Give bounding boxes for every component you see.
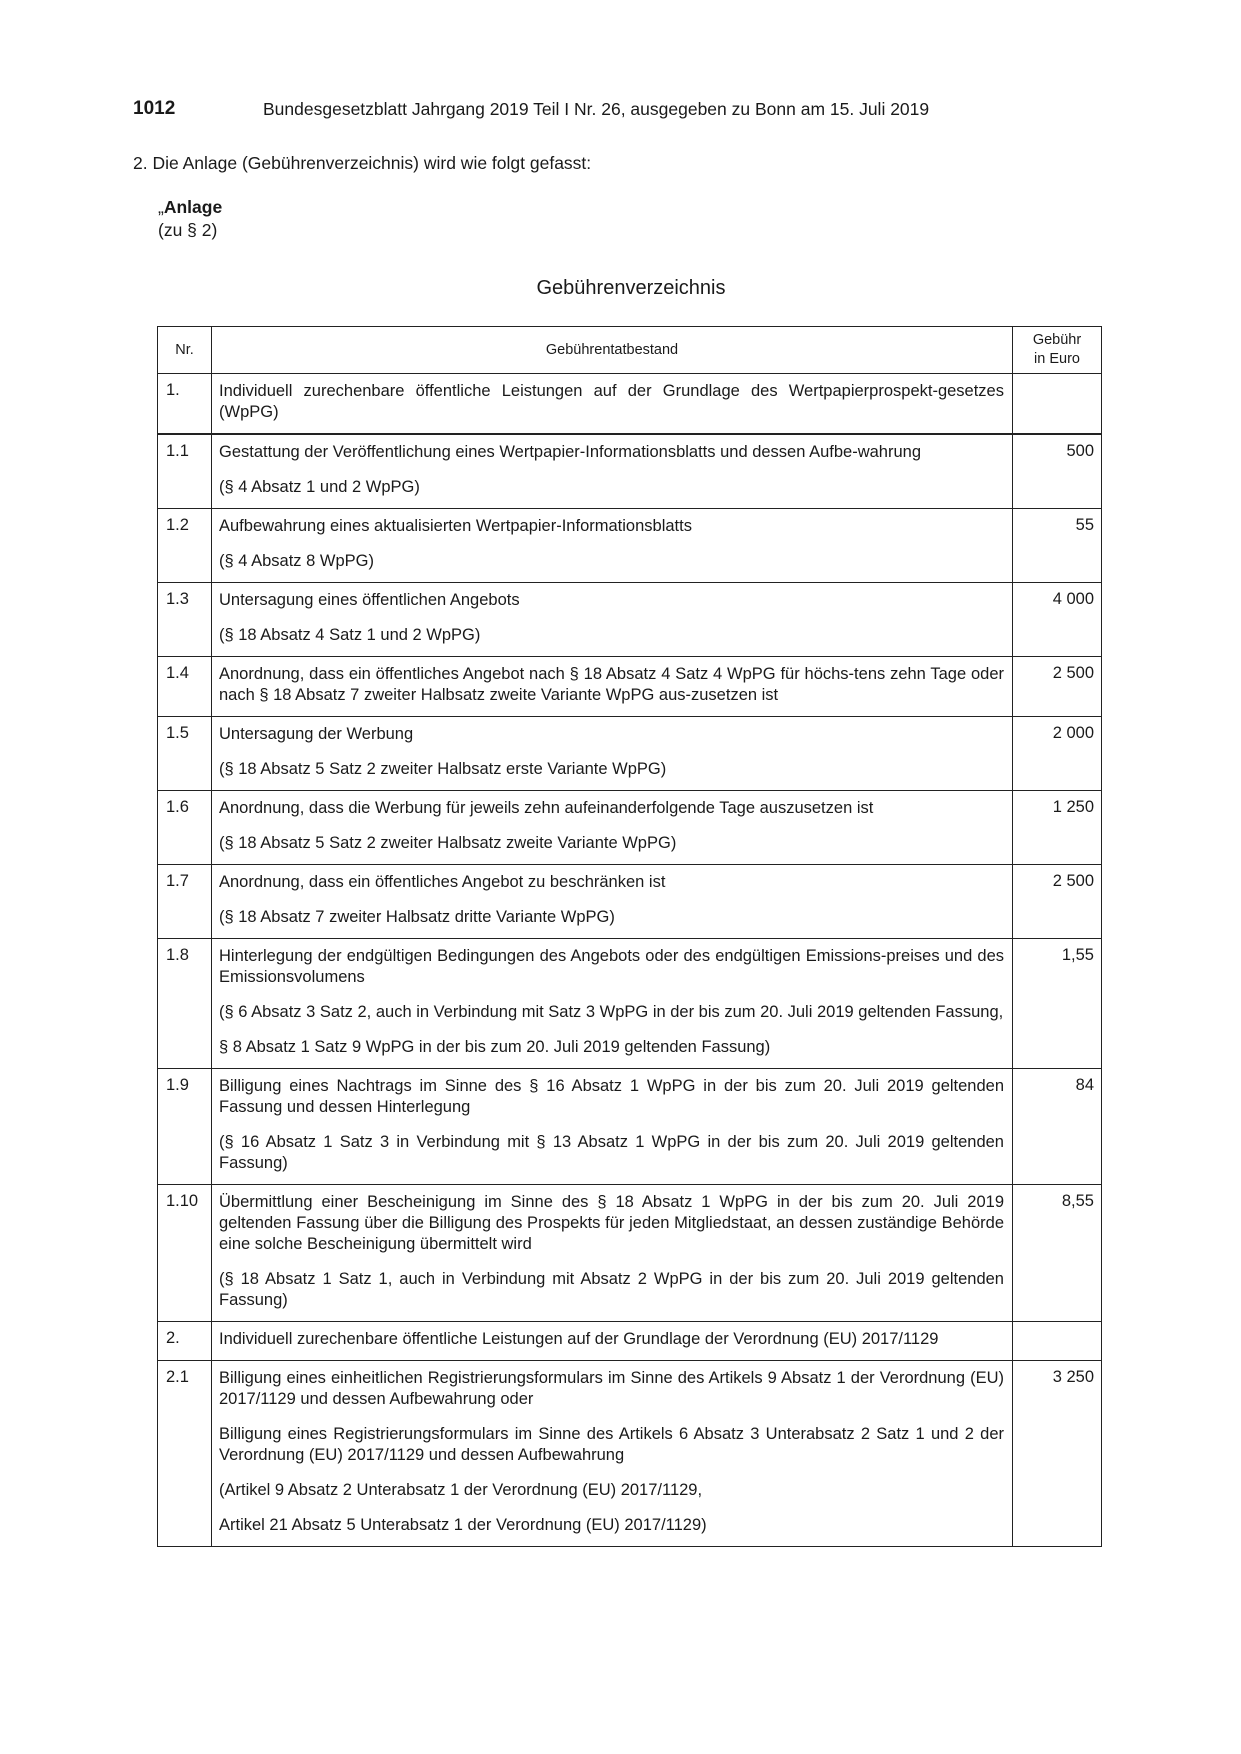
row-description <box>212 583 1013 657</box>
row-number: 1.9 <box>158 1069 212 1185</box>
row-fee-amount <box>1013 374 1102 435</box>
description-paragraph: (§ 18 Absatz 1 Satz 1, auch in Verbindung mit Absatz 2 WpPG in der bis zum 20. Juli 2019 geltenden Fassung) <box>219 1270 1004 1309</box>
row-number: 1.2 <box>158 509 212 583</box>
amount-header-line2: in Euro <box>1034 351 1080 367</box>
row-fee-amount: 500 <box>1013 434 1102 509</box>
table-row <box>158 374 1102 435</box>
description-paragraph: Gestattung der Veröffentlichung eines Wertpapier-Informationsblatts und dessen Aufbe-wahrung <box>219 443 921 461</box>
description-paragraph: Anordnung, dass die Werbung für jeweils zehn aufeinanderfolgende Tage auszusetzen ist <box>219 799 874 817</box>
anlage-label: Anlage <box>163 197 223 217</box>
row-description <box>212 509 1013 583</box>
row-number: 1.8 <box>158 939 212 1069</box>
row-fee-amount: 2 000 <box>1013 717 1102 791</box>
anlage-heading <box>158 196 222 242</box>
description-paragraph: Untersagung eines öffentlichen Angebots <box>219 591 520 609</box>
fee-table-body <box>158 374 1102 1547</box>
row-fee-amount: 84 <box>1013 1069 1102 1185</box>
intro-text: 2. Die Anlage (Gebührenverzeichnis) wird wie folgt gefasst: <box>133 153 592 173</box>
description-paragraph: (§ 18 Absatz 5 Satz 2 zweiter Halbsatz erste Variante WpPG) <box>219 760 667 778</box>
table-row <box>158 865 1102 939</box>
description-paragraph: (§ 6 Absatz 3 Satz 2, auch in Verbindung mit Satz 3 WpPG in der bis zum 20. Juli 2019 geltenden Fassung, <box>219 1003 1004 1021</box>
row-fee-amount: 55 <box>1013 509 1102 583</box>
column-header-description: Gebührentatbestand <box>212 327 1013 374</box>
description-paragraph: Billigung eines einheitlichen Registrierungsformulars im Sinne des Artikels 9 Absatz 1 der Verordnung (EU) 2017/1129 und dessen Aufbewahrung oder <box>219 1369 1004 1408</box>
description-paragraph: Individuell zurechenbare öffentliche Leistungen auf der Grundlage des Wertpapierprospekt-gesetzes (WpPG) <box>219 382 1004 421</box>
table-row <box>158 583 1102 657</box>
description-paragraph: Übermittlung einer Bescheinigung im Sinne des § 18 Absatz 1 WpPG in der bis zum 20. Juli 2019 geltenden Fassung über die Billigung des Prospekts für jeden Mitgliedstaat, an dessen zuständige Behörde eine solche Bescheinigung übermittelt wird <box>219 1193 1004 1253</box>
description-paragraph: Hinterlegung der endgültigen Bedingungen des Angebots oder des endgültigen Emissions-preises und des Emissionsvolumens <box>219 947 1004 986</box>
table-row <box>158 509 1102 583</box>
row-description <box>212 374 1013 435</box>
column-header-nr: Nr. <box>158 327 212 374</box>
row-description <box>212 717 1013 791</box>
description-paragraph: (§ 4 Absatz 1 und 2 WpPG) <box>219 478 420 496</box>
row-description <box>212 939 1013 1069</box>
row-number: 1.1 <box>158 434 212 509</box>
description-paragraph: Anordnung, dass ein öffentliches Angebot zu beschränken ist <box>219 873 666 891</box>
table-row <box>158 657 1102 717</box>
row-number: 1.3 <box>158 583 212 657</box>
row-number: 1.6 <box>158 791 212 865</box>
table-row <box>158 1361 1102 1547</box>
document-title: Gebührenverzeichnis <box>536 277 726 299</box>
description-paragraph: § 8 Absatz 1 Satz 9 WpPG in der bis zum 20. Juli 2019 geltenden Fassung) <box>219 1038 771 1056</box>
table-row <box>158 791 1102 865</box>
row-number: 2.1 <box>158 1361 212 1547</box>
description-paragraph: (Artikel 9 Absatz 2 Unterabsatz 1 der Verordnung (EU) 2017/1129, <box>219 1481 703 1499</box>
table-row <box>158 939 1102 1069</box>
row-number: 1.7 <box>158 865 212 939</box>
row-number: 1.5 <box>158 717 212 791</box>
row-description <box>212 865 1013 939</box>
row-description <box>212 791 1013 865</box>
description-paragraph: (§ 18 Absatz 5 Satz 2 zweiter Halbsatz zweite Variante WpPG) <box>219 834 677 852</box>
row-fee-amount: 1 250 <box>1013 791 1102 865</box>
row-fee-amount: 1,55 <box>1013 939 1102 1069</box>
description-paragraph: Anordnung, dass ein öffentliches Angebot nach § 18 Absatz 4 Satz 4 WpPG für höchs-tens zehn Tage oder nach § 18 Absatz 7 zweiter Halbsatz zweite Variante WpPG aus-zusetzen ist <box>219 665 1004 704</box>
description-paragraph: Individuell zurechenbare öffentliche Leistungen auf der Grundlage der Verordnung (EU) 2017/1129 <box>219 1330 939 1348</box>
row-fee-amount: 2 500 <box>1013 657 1102 717</box>
description-paragraph: Artikel 21 Absatz 5 Unterabsatz 1 der Verordnung (EU) 2017/1129) <box>219 1516 707 1534</box>
row-description <box>212 1361 1013 1547</box>
page-header <box>133 98 1113 124</box>
amount-header-line1: Gebühr <box>1032 332 1082 348</box>
row-description <box>212 657 1013 717</box>
table-row <box>158 1185 1102 1322</box>
description-paragraph: (§ 4 Absatz 8 WpPG) <box>219 552 374 570</box>
column-header-amount <box>1013 327 1102 374</box>
table-row <box>158 1322 1102 1361</box>
row-description <box>212 1185 1013 1322</box>
description-paragraph: (§ 18 Absatz 7 zweiter Halbsatz dritte Variante WpPG) <box>219 908 615 926</box>
description-paragraph: (§ 18 Absatz 4 Satz 1 und 2 WpPG) <box>219 626 481 644</box>
description-paragraph: Untersagung der Werbung <box>219 725 414 743</box>
table-row <box>158 717 1102 791</box>
anlage-reference: (zu § 2) <box>158 220 218 240</box>
row-fee-amount: 8,55 <box>1013 1185 1102 1322</box>
description-paragraph: Aufbewahrung eines aktualisierten Wertpapier-Informationsblatts <box>219 517 692 535</box>
description-paragraph: (§ 16 Absatz 1 Satz 3 in Verbindung mit § 13 Absatz 1 WpPG in der bis zum 20. Juli 2019 geltenden Fassung) <box>219 1133 1004 1172</box>
row-number: 1. <box>158 374 212 435</box>
row-number: 1.10 <box>158 1185 212 1322</box>
table-header-row <box>158 327 1102 374</box>
table-row <box>158 1069 1102 1185</box>
row-number: 2. <box>158 1322 212 1361</box>
row-fee-amount: 3 250 <box>1013 1361 1102 1547</box>
opening-quote: „ <box>158 197 164 217</box>
row-description <box>212 1322 1013 1361</box>
row-number: 1.4 <box>158 657 212 717</box>
row-fee-amount <box>1013 1322 1102 1361</box>
table-row <box>158 434 1102 509</box>
description-paragraph: Billigung eines Registrierungsformulars im Sinne des Artikels 6 Absatz 3 Unterabsatz 2 Satz 1 und 2 der Verordnung (EU) 2017/1129 und dessen Aufbewahrung <box>219 1425 1004 1464</box>
fee-table <box>157 326 1102 1547</box>
row-fee-amount: 4 000 <box>1013 583 1102 657</box>
row-description <box>212 1069 1013 1185</box>
row-description <box>212 434 1013 509</box>
row-fee-amount: 2 500 <box>1013 865 1102 939</box>
description-paragraph: Billigung eines Nachtrags im Sinne des § 16 Absatz 1 WpPG in der bis zum 20. Juli 2019 geltenden Fassung und dessen Hinterlegung <box>219 1077 1004 1116</box>
gazette-line: Bundesgesetzblatt Jahrgang 2019 Teil I Nr. 26, ausgegeben zu Bonn am 15. Juli 2019 <box>263 99 930 119</box>
page-number: 1012 <box>133 98 176 119</box>
